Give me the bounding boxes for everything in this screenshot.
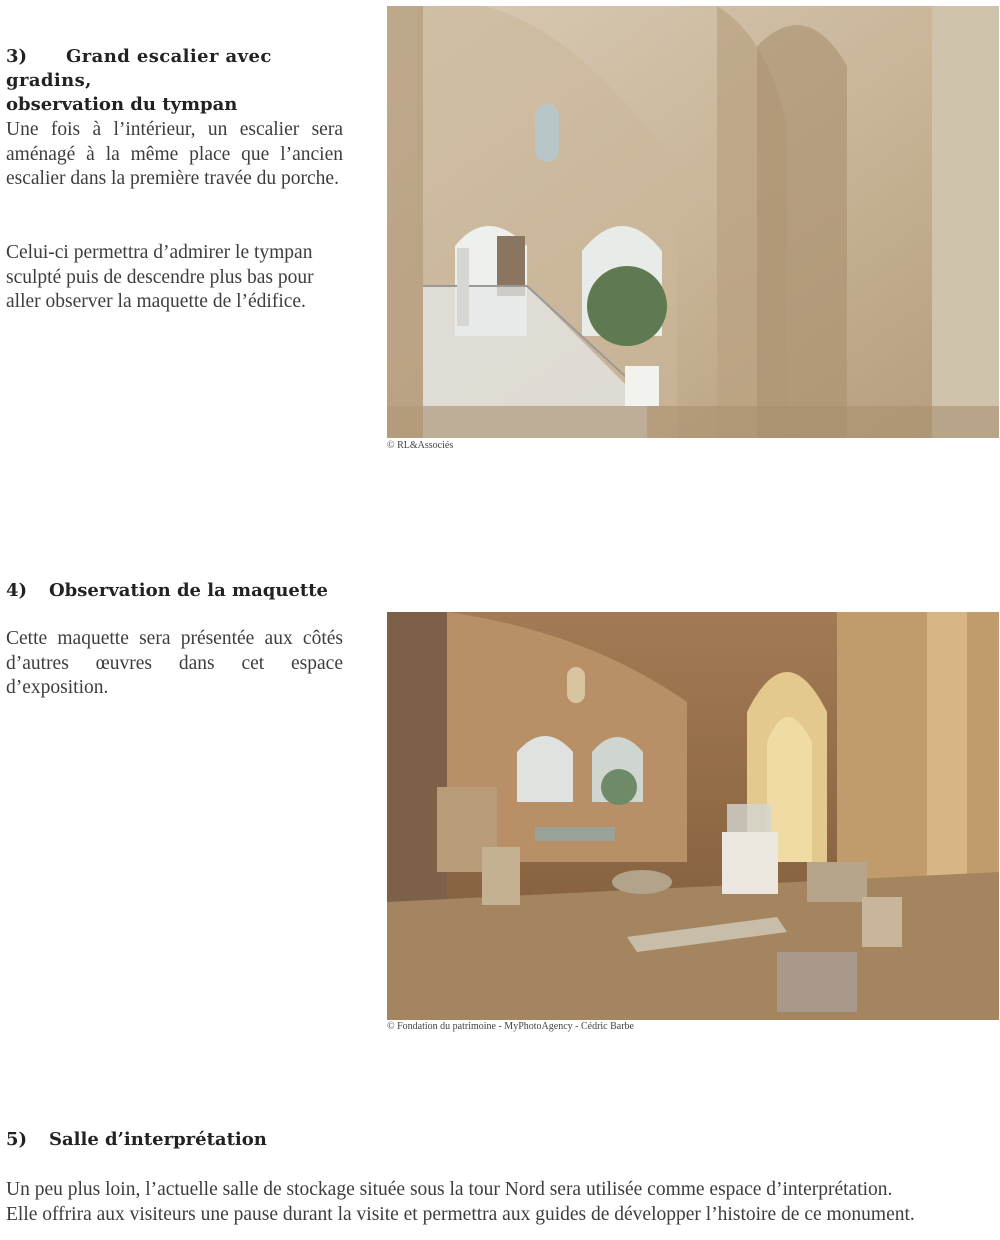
exhibition-space-photo <box>387 612 999 1020</box>
section-4-heading <box>6 579 346 603</box>
section-5-paragraph-2: Elle offrira aux visiteurs une pause durant la visite et permettra aux guides de développer l’histoire de ce monument. <box>6 1204 915 1225</box>
section-3-title-line1: Grand escalier avec gradins, <box>6 46 272 91</box>
section-5-title: Salle d’interprétation <box>49 1129 267 1150</box>
staircase-rendering-photo <box>387 6 999 438</box>
section-3-heading <box>6 45 346 117</box>
section-4-number: 4) <box>6 580 28 601</box>
section-3-title-line2: observation du tympan <box>6 94 238 115</box>
section-4-title: Observation de la maquette <box>49 580 328 601</box>
section-5-paragraph-1: Un peu plus loin, l’actuelle salle de stockage située sous la tour Nord sera utilisée comme espace d’interprétation. <box>6 1179 893 1200</box>
section-3-number: 3) <box>6 46 28 67</box>
section-4-photo-credit: © Fondation du patrimoine - MyPhotoAgency - Cédric Barbe <box>387 1021 634 1032</box>
section-4-paragraph-1: Cette maquette sera présentée aux côtés d’autres œuvres dans cet espace d’exposition. <box>6 628 343 698</box>
section-3-paragraph-2: Celui-ci permettra d’admirer le tympan sculpté puis de descendre plus bas pour aller observer la maquette de l’édifice. <box>6 242 314 312</box>
section-3-paragraph-1: Une fois à l’intérieur, un escalier sera aménagé à la même place que l’ancien escalier dans la première travée du porche. <box>6 119 343 189</box>
section-5-number: 5) <box>6 1129 28 1150</box>
section-3-photo-credit: © RL&Associés <box>387 440 454 451</box>
section-5-heading <box>6 1128 406 1152</box>
